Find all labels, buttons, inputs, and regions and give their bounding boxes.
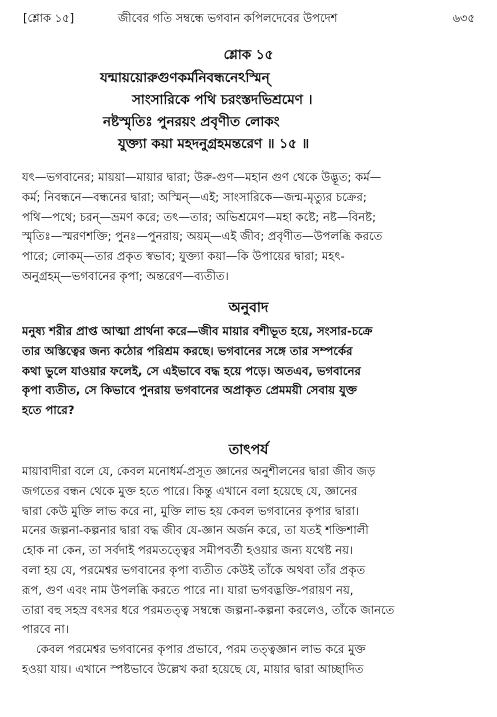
header-page-number: ৬৩৫ bbox=[452, 11, 475, 25]
synonyms-line: যৎ—ভগবানের; মায়য়া—মায়ার দ্বারা; উরু-গুণ—মহান গুণ থেকে উদ্ভূত; কর্ম— bbox=[22, 170, 382, 184]
verse-title: শ্লোক ১৫ bbox=[223, 47, 274, 63]
synonyms-block bbox=[22, 168, 477, 287]
purport-line: বলা হয় যে, পরমেশ্বর ভগবানের কৃপা ব্যতীত কেউই তাঁকে অথবা তাঁর প্রকৃত bbox=[22, 562, 366, 577]
synonyms-line: পারে; লোকম্—তার প্রকৃত স্বভাব; যুক্ত্যা কয়া—কি উপায়ের দ্বারা; মহৎ- bbox=[22, 249, 345, 264]
translation-line: কৃপা ব্যতীত, সে কিভাবে পুনরায় ভগবানের অপ্রাকৃত প্রেমময়ী সেবায় যুক্ত bbox=[22, 383, 358, 398]
translation-heading: অনুবাদ bbox=[228, 300, 269, 316]
synonyms-line: স্মৃতিঃ—স্মরণশক্তি; পুনঃ—পুনরায়; অয়ম্—এই জীব; প্রবৃণীত—উপলব্ধি করতে bbox=[22, 229, 383, 244]
purport-line: হোক না কেন, তা সর্বদাই পরমতত্ত্বের সমীপবর্তী হওয়ার জন্য যথেষ্ট নয়। bbox=[22, 543, 354, 558]
header-chapter-title: জীবের গতি সম্বন্ধে ভগবান কপিলদেবের উপদেশ bbox=[118, 11, 338, 25]
translation-line: কথা ভুলে যাওয়ার ফলেই, সে এইভাবে বদ্ধ হয়ে পড়ে। অতএব, ভগবানের bbox=[22, 363, 361, 378]
verse-line-3: নষ্টস্মৃতিঃ পুনরয়ং প্রবৃণীত লোকং bbox=[103, 114, 280, 130]
purport-line: কেবল পরমেশ্বর ভগবানের কৃপার প্রভাবে, পরম তত্ত্বজ্ঞান লাভ করে মুক্ত bbox=[36, 642, 366, 657]
purport-line: মায়াবাদীরা বলে যে, কেবল মনোধর্ম-প্রসূত জ্ঞানের অনুশীলনের দ্বারা জীব জড় bbox=[22, 464, 376, 478]
purport-line: রূপ, গুণ এবং নাম উপলব্ধি করতে পারে না। যারা ভগবদ্ভক্তি-পরায়ণ নয়, bbox=[22, 582, 354, 597]
synonyms-line: পথি—পথে; চরন্—ভ্রমণ করে; তৎ—তার; অভিশ্রমেণ—মহা কষ্টে; নষ্ট—বিনষ্ট; bbox=[22, 209, 376, 224]
translation-block bbox=[22, 322, 477, 421]
header-verse-ref: [শ্লোক ১৫] bbox=[23, 11, 75, 25]
verse-line-4: যুক্ত্যা কয়া মহদনুগ্রহমন্তরেণ ॥ ১৫ ॥ bbox=[118, 136, 310, 152]
purport-line: দ্বারা কেউ মুক্তি লাভ করে না, মুক্তি লাভ হয় কেবল ভগবানের কৃপার দ্বারা। bbox=[22, 503, 360, 518]
verse-line-2: সাংসারিকে পথি চরংস্তদভিশ্রমেণ । bbox=[132, 92, 313, 108]
synonyms-line: কর্ম; নিবন্ধনে—বন্ধনের দ্বারা; অস্মিন্—এই; সাংসারিকে—জন্ম-মৃত্যুর চক্রের; bbox=[22, 189, 367, 204]
translation-line: তার অস্তিত্বের জন্য কঠোর পরিশ্রম করছে। ভগবানের সঙ্গে তার সম্পর্কের bbox=[22, 343, 353, 358]
purport-block bbox=[22, 462, 477, 680]
purport-line: হওয়া যায়। এখানে স্পষ্টভাবে উল্লেখ করা হয়েছে যে, মায়ার দ্বারা আচ্ছাদিত bbox=[22, 661, 364, 676]
translation-line: হতে পারে? bbox=[22, 403, 75, 418]
purport-line: তারা বহু সহস্র বৎসর ধরে পরমতত্ত্ব সম্বন্ধে জল্পনা-কল্পনা করলেও, তাঁকে জানতে bbox=[22, 602, 395, 617]
purport-line: পারবে না। bbox=[22, 622, 69, 637]
purport-line: জগতের বন্ধন থেকে মুক্ত হতে পারে। কিন্তু এখানে বলা হয়েছে যে, জ্ঞানের bbox=[22, 483, 358, 498]
purport-heading: তাৎপর্য bbox=[228, 442, 269, 458]
synonyms-line: অনুগ্রহম্—ভগবানের কৃপা; অন্তরেণ—ব্যতীত। bbox=[22, 268, 229, 283]
verse-line-1: যন্মায়য়োরুগুণকর্মনিবন্ধনেঽস্মিন্ bbox=[100, 70, 270, 86]
purport-line: মনের জল্পনা-কল্পনার দ্বারা বদ্ধ জীব যে-জ্ঞান অর্জন করে, তা যতই শক্তিশালী bbox=[22, 523, 369, 538]
translation-line: মনুষ্য শরীর প্রাপ্ত আত্মা প্রার্থনা করে—জীব মায়ার বশীভূত হয়ে, সংসার-চক্রে bbox=[22, 324, 373, 338]
